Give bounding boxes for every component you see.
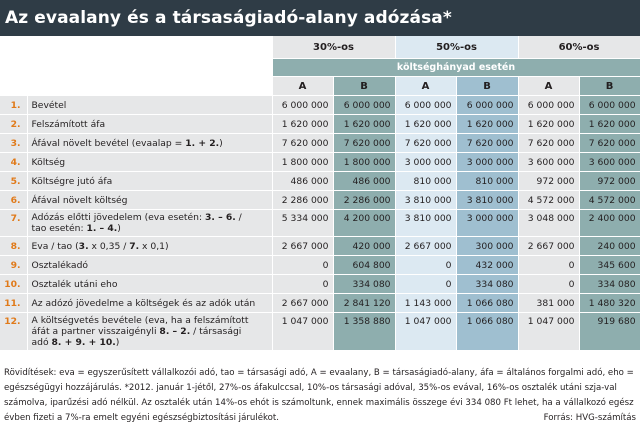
cell-value: 3 048 000 <box>518 210 579 237</box>
table-row <box>0 172 640 191</box>
table-row <box>0 115 640 134</box>
cell-value: 3 810 000 <box>395 210 456 237</box>
table-row <box>0 256 640 275</box>
row-number: 7. <box>0 210 27 237</box>
page-title: Az evaalany és a társaságiadó-alany adózása* <box>0 0 640 36</box>
cell-value: 486 000 <box>333 172 395 191</box>
cell-value: 7 620 000 <box>456 134 518 153</box>
group-header-60: 60%-os <box>518 36 640 59</box>
cell-value: 7 620 000 <box>272 134 333 153</box>
cell-value: 7 620 000 <box>333 134 395 153</box>
cell-value: 334 080 <box>456 275 518 294</box>
column-header-b: B <box>456 77 518 96</box>
cell-value: 2 667 000 <box>272 294 333 313</box>
row-number: 3. <box>0 134 27 153</box>
cell-value: 1 620 000 <box>579 115 640 134</box>
table-row <box>0 210 640 237</box>
cell-value: 5 334 000 <box>272 210 333 237</box>
cell-value: 3 000 000 <box>395 153 456 172</box>
cell-value: 6 000 000 <box>395 96 456 115</box>
cell-value: 3 600 000 <box>579 153 640 172</box>
cell-value: 810 000 <box>456 172 518 191</box>
cell-value: 3 810 000 <box>456 191 518 210</box>
row-label: Felszámított áfa <box>27 115 272 134</box>
cell-value: 300 000 <box>456 237 518 256</box>
cell-value: 0 <box>272 256 333 275</box>
cell-value: 2 667 000 <box>518 237 579 256</box>
row-label: Osztalék utáni eho <box>27 275 272 294</box>
cell-value: 0 <box>395 256 456 275</box>
cell-value: 4 572 000 <box>579 191 640 210</box>
tax-comparison-table <box>0 36 640 351</box>
row-label: Eva / tao (3. x 0,35 / 7. x 0,1) <box>27 237 272 256</box>
table-row <box>0 191 640 210</box>
cell-value: 972 000 <box>518 172 579 191</box>
cell-value: 0 <box>395 275 456 294</box>
cell-value: 0 <box>518 275 579 294</box>
column-header-a: A <box>272 77 333 96</box>
column-header-a: A <box>395 77 456 96</box>
row-number: 9. <box>0 256 27 275</box>
table-row <box>0 275 640 294</box>
cell-value: 1 800 000 <box>272 153 333 172</box>
cell-value: 1 620 000 <box>395 115 456 134</box>
row-label: Az adózó jövedelme a költségek és az adók után <box>27 294 272 313</box>
cell-value: 240 000 <box>579 237 640 256</box>
cell-value: 810 000 <box>395 172 456 191</box>
cell-value: 0 <box>272 275 333 294</box>
row-number: 11. <box>0 294 27 313</box>
row-label: Osztalékadó <box>27 256 272 275</box>
cell-value: 6 000 000 <box>456 96 518 115</box>
source-credit: Forrás: HVG-számítás <box>543 413 636 423</box>
row-number: 8. <box>0 237 27 256</box>
cell-value: 2 400 000 <box>579 210 640 237</box>
cell-value: 334 080 <box>333 275 395 294</box>
row-label: Költség <box>27 153 272 172</box>
row-number: 10. <box>0 275 27 294</box>
cell-value: 2 667 000 <box>272 237 333 256</box>
column-header-a: A <box>518 77 579 96</box>
cell-value: 7 620 000 <box>395 134 456 153</box>
row-label: Költségre jutó áfa <box>27 172 272 191</box>
cell-value: 1 620 000 <box>272 115 333 134</box>
row-number: 2. <box>0 115 27 134</box>
row-label: A költségvetés bevétele (eva, ha a felszámított áfát a partner visszaigényli 8. – 2. / társasági adó 8. + 9. + 10.) <box>27 313 272 351</box>
cost-ratio-subheader: költséghányad esetén <box>272 59 640 77</box>
cell-value: 6 000 000 <box>333 96 395 115</box>
column-header-b: B <box>333 77 395 96</box>
cell-value: 6 000 000 <box>272 96 333 115</box>
column-header-b: B <box>579 77 640 96</box>
cell-value: 1 358 880 <box>333 313 395 351</box>
cell-value: 420 000 <box>333 237 395 256</box>
table-row <box>0 237 640 256</box>
row-label: Áfával növelt költség <box>27 191 272 210</box>
row-label: Bevétel <box>27 96 272 115</box>
cell-value: 1 620 000 <box>456 115 518 134</box>
cell-value: 345 600 <box>579 256 640 275</box>
cell-value: 432 000 <box>456 256 518 275</box>
cell-value: 0 <box>518 256 579 275</box>
cell-value: 3 000 000 <box>456 210 518 237</box>
cell-value: 972 000 <box>579 172 640 191</box>
cell-value: 6 000 000 <box>579 96 640 115</box>
table-row <box>0 153 640 172</box>
cell-value: 2 286 000 <box>272 191 333 210</box>
cell-value: 3 600 000 <box>518 153 579 172</box>
cell-value: 3 000 000 <box>456 153 518 172</box>
row-label: Áfával növelt bevétel (evaalap = 1. + 2.) <box>27 134 272 153</box>
row-label: Adózás előtti jövedelem (eva esetén: 3. – 6. / tao esetén: 1. – 4.) <box>27 210 272 237</box>
cell-value: 1 066 080 <box>456 294 518 313</box>
table-row <box>0 294 640 313</box>
cell-value: 1 066 080 <box>456 313 518 351</box>
cell-value: 1 480 320 <box>579 294 640 313</box>
table-row <box>0 96 640 115</box>
group-header-30: 30%-os <box>272 36 395 59</box>
cell-value: 381 000 <box>518 294 579 313</box>
cell-value: 7 620 000 <box>579 134 640 153</box>
cell-value: 1 047 000 <box>395 313 456 351</box>
cell-value: 6 000 000 <box>518 96 579 115</box>
cell-value: 919 680 <box>579 313 640 351</box>
row-number: 1. <box>0 96 27 115</box>
group-header-50: 50%-os <box>395 36 518 59</box>
cell-value: 3 810 000 <box>395 191 456 210</box>
row-number: 12. <box>0 313 27 351</box>
cell-value: 1 620 000 <box>333 115 395 134</box>
table-row <box>0 313 640 351</box>
cell-value: 2 286 000 <box>333 191 395 210</box>
cell-value: 1 620 000 <box>518 115 579 134</box>
cell-value: 4 572 000 <box>518 191 579 210</box>
cell-value: 486 000 <box>272 172 333 191</box>
footnote-text: Rövidítések: eva = egyszerűsített vállalkozói adó, tao = társasági adó, A = evaalany, B = társaságiadó-alany, áfa = általános forgalmi adó, eho = egészségügyi hozzájárulás. *2012. január 1-jétől, 27%-os áfakulccsal, 10%-os társasági adóval, 35%-os evával, 16%-os osztalék utáni szja-val számolva, iparűzési adó nélkül. Az osztalék után 14%-os ehót is számoltunk, ennek maximális összege évi 334 080 Ft lehet, ha a vállalkozó egész évben fizeti a 7%-ra emelt egyéni egészségbiztosítási járulékot. <box>4 368 634 423</box>
cell-value: 1 047 000 <box>518 313 579 351</box>
cell-value: 334 080 <box>579 275 640 294</box>
cell-value: 2 667 000 <box>395 237 456 256</box>
cell-value: 1 800 000 <box>333 153 395 172</box>
cell-value: 4 200 000 <box>333 210 395 237</box>
cell-value: 1 143 000 <box>395 294 456 313</box>
cell-value: 1 047 000 <box>272 313 333 351</box>
cell-value: 7 620 000 <box>518 134 579 153</box>
table-row <box>0 134 640 153</box>
row-number: 4. <box>0 153 27 172</box>
row-number: 6. <box>0 191 27 210</box>
cell-value: 2 841 120 <box>333 294 395 313</box>
cell-value: 604 800 <box>333 256 395 275</box>
row-number: 5. <box>0 172 27 191</box>
